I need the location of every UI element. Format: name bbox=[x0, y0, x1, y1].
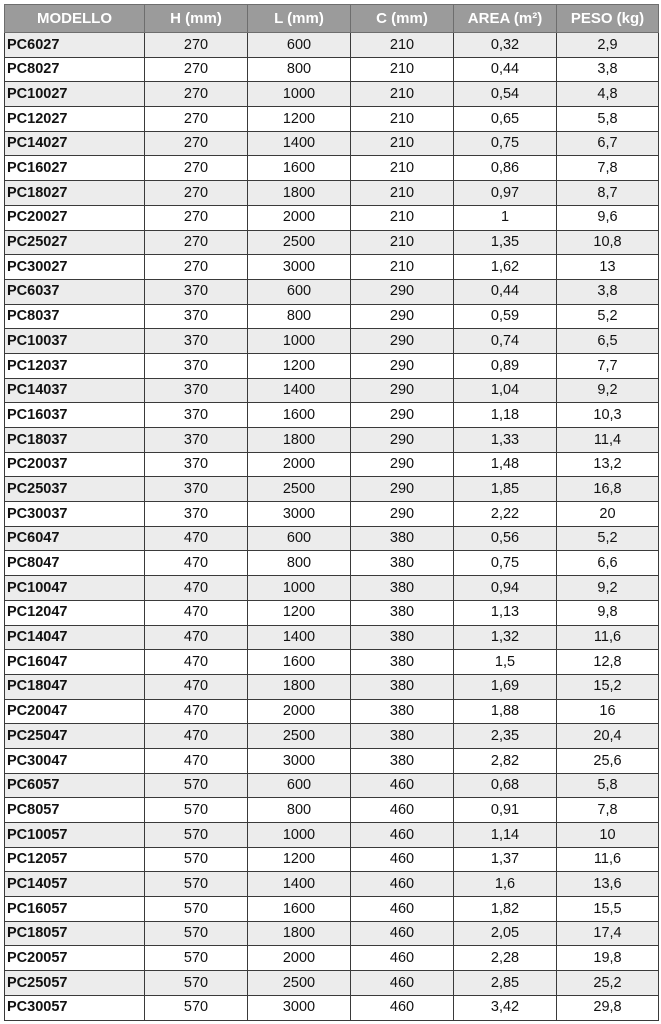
table-header bbox=[5, 5, 659, 33]
cell-length: 2000 bbox=[248, 452, 351, 477]
cell-height: 470 bbox=[145, 748, 248, 773]
cell-height: 370 bbox=[145, 329, 248, 354]
table-row bbox=[5, 576, 659, 601]
cell-weight: 11,4 bbox=[557, 428, 659, 453]
table-row bbox=[5, 452, 659, 477]
cell-model: PC14057 bbox=[5, 872, 145, 897]
table-row bbox=[5, 748, 659, 773]
cell-area: 1,35 bbox=[454, 230, 557, 255]
cell-length: 1200 bbox=[248, 847, 351, 872]
cell-weight: 19,8 bbox=[557, 946, 659, 971]
cell-height: 570 bbox=[145, 921, 248, 946]
cell-model: PC10047 bbox=[5, 576, 145, 601]
cell-area: 1,13 bbox=[454, 600, 557, 625]
cell-depth: 460 bbox=[351, 995, 454, 1020]
cell-depth: 290 bbox=[351, 477, 454, 502]
cell-length: 1600 bbox=[248, 403, 351, 428]
cell-area: 2,35 bbox=[454, 724, 557, 749]
cell-area: 0,68 bbox=[454, 773, 557, 798]
cell-height: 270 bbox=[145, 107, 248, 132]
cell-height: 370 bbox=[145, 353, 248, 378]
table-row bbox=[5, 773, 659, 798]
cell-length: 2500 bbox=[248, 230, 351, 255]
cell-weight: 5,8 bbox=[557, 773, 659, 798]
cell-weight: 25,2 bbox=[557, 971, 659, 996]
cell-length: 800 bbox=[248, 304, 351, 329]
cell-area: 0,86 bbox=[454, 156, 557, 181]
cell-model: PC6037 bbox=[5, 279, 145, 304]
cell-length: 1400 bbox=[248, 625, 351, 650]
cell-model: PC12037 bbox=[5, 353, 145, 378]
cell-height: 570 bbox=[145, 946, 248, 971]
cell-height: 370 bbox=[145, 403, 248, 428]
cell-weight: 11,6 bbox=[557, 847, 659, 872]
specifications-table bbox=[4, 4, 659, 1021]
cell-weight: 2,9 bbox=[557, 33, 659, 58]
cell-area: 1 bbox=[454, 205, 557, 230]
table-row bbox=[5, 230, 659, 255]
cell-depth: 210 bbox=[351, 131, 454, 156]
cell-area: 1,18 bbox=[454, 403, 557, 428]
cell-height: 370 bbox=[145, 279, 248, 304]
cell-length: 2500 bbox=[248, 477, 351, 502]
table-row bbox=[5, 181, 659, 206]
cell-length: 2500 bbox=[248, 724, 351, 749]
cell-height: 270 bbox=[145, 181, 248, 206]
table-row bbox=[5, 674, 659, 699]
cell-depth: 380 bbox=[351, 625, 454, 650]
cell-area: 0,75 bbox=[454, 131, 557, 156]
cell-weight: 15,5 bbox=[557, 897, 659, 922]
column-header-depth: C (mm) bbox=[351, 5, 454, 33]
cell-area: 0,75 bbox=[454, 551, 557, 576]
cell-weight: 20 bbox=[557, 502, 659, 527]
table-row bbox=[5, 625, 659, 650]
cell-length: 1000 bbox=[248, 82, 351, 107]
cell-depth: 290 bbox=[351, 353, 454, 378]
cell-length: 1200 bbox=[248, 600, 351, 625]
cell-height: 270 bbox=[145, 156, 248, 181]
table-row bbox=[5, 428, 659, 453]
table-row bbox=[5, 971, 659, 996]
cell-weight: 16 bbox=[557, 699, 659, 724]
cell-weight: 15,2 bbox=[557, 674, 659, 699]
cell-depth: 380 bbox=[351, 674, 454, 699]
cell-depth: 210 bbox=[351, 156, 454, 181]
cell-depth: 460 bbox=[351, 798, 454, 823]
cell-model: PC18037 bbox=[5, 428, 145, 453]
cell-area: 0,44 bbox=[454, 57, 557, 82]
cell-area: 0,94 bbox=[454, 576, 557, 601]
cell-height: 470 bbox=[145, 650, 248, 675]
cell-height: 470 bbox=[145, 600, 248, 625]
table-row bbox=[5, 33, 659, 58]
cell-model: PC10027 bbox=[5, 82, 145, 107]
cell-length: 1400 bbox=[248, 131, 351, 156]
cell-height: 470 bbox=[145, 625, 248, 650]
cell-length: 2000 bbox=[248, 946, 351, 971]
cell-area: 1,32 bbox=[454, 625, 557, 650]
header-row bbox=[5, 5, 659, 33]
cell-model: PC16057 bbox=[5, 897, 145, 922]
cell-model: PC16047 bbox=[5, 650, 145, 675]
cell-area: 0,97 bbox=[454, 181, 557, 206]
cell-height: 570 bbox=[145, 897, 248, 922]
cell-height: 370 bbox=[145, 477, 248, 502]
cell-weight: 29,8 bbox=[557, 995, 659, 1020]
cell-weight: 16,8 bbox=[557, 477, 659, 502]
cell-model: PC12027 bbox=[5, 107, 145, 132]
cell-depth: 460 bbox=[351, 971, 454, 996]
cell-area: 1,37 bbox=[454, 847, 557, 872]
cell-area: 2,28 bbox=[454, 946, 557, 971]
cell-weight: 8,7 bbox=[557, 181, 659, 206]
cell-model: PC20047 bbox=[5, 699, 145, 724]
cell-length: 1800 bbox=[248, 428, 351, 453]
table-row bbox=[5, 279, 659, 304]
cell-depth: 290 bbox=[351, 329, 454, 354]
cell-weight: 20,4 bbox=[557, 724, 659, 749]
table-row bbox=[5, 823, 659, 848]
cell-weight: 5,2 bbox=[557, 304, 659, 329]
cell-model: PC10057 bbox=[5, 823, 145, 848]
cell-weight: 17,4 bbox=[557, 921, 659, 946]
cell-depth: 210 bbox=[351, 230, 454, 255]
cell-model: PC25037 bbox=[5, 477, 145, 502]
cell-model: PC25047 bbox=[5, 724, 145, 749]
cell-height: 270 bbox=[145, 131, 248, 156]
cell-area: 0,59 bbox=[454, 304, 557, 329]
table-row bbox=[5, 551, 659, 576]
cell-height: 270 bbox=[145, 230, 248, 255]
column-header-height: H (mm) bbox=[145, 5, 248, 33]
cell-weight: 4,8 bbox=[557, 82, 659, 107]
table-row bbox=[5, 526, 659, 551]
table-row bbox=[5, 699, 659, 724]
table-row bbox=[5, 921, 659, 946]
column-header-area: AREA (m²) bbox=[454, 5, 557, 33]
cell-model: PC30057 bbox=[5, 995, 145, 1020]
cell-depth: 290 bbox=[351, 428, 454, 453]
cell-area: 0,44 bbox=[454, 279, 557, 304]
table-row bbox=[5, 304, 659, 329]
cell-depth: 380 bbox=[351, 526, 454, 551]
cell-length: 1600 bbox=[248, 156, 351, 181]
table-row bbox=[5, 353, 659, 378]
cell-weight: 6,5 bbox=[557, 329, 659, 354]
cell-length: 1600 bbox=[248, 650, 351, 675]
cell-area: 1,85 bbox=[454, 477, 557, 502]
cell-depth: 460 bbox=[351, 897, 454, 922]
cell-model: PC18057 bbox=[5, 921, 145, 946]
cell-area: 1,62 bbox=[454, 255, 557, 280]
cell-weight: 3,8 bbox=[557, 279, 659, 304]
cell-area: 1,5 bbox=[454, 650, 557, 675]
column-header-weight: PESO (kg) bbox=[557, 5, 659, 33]
cell-weight: 5,8 bbox=[557, 107, 659, 132]
cell-area: 0,32 bbox=[454, 33, 557, 58]
table-row bbox=[5, 156, 659, 181]
cell-length: 1200 bbox=[248, 107, 351, 132]
table-row bbox=[5, 650, 659, 675]
cell-length: 1200 bbox=[248, 353, 351, 378]
column-header-length: L (mm) bbox=[248, 5, 351, 33]
cell-depth: 290 bbox=[351, 502, 454, 527]
cell-model: PC6027 bbox=[5, 33, 145, 58]
cell-area: 0,89 bbox=[454, 353, 557, 378]
table-row bbox=[5, 502, 659, 527]
cell-length: 600 bbox=[248, 526, 351, 551]
cell-length: 600 bbox=[248, 773, 351, 798]
table-row bbox=[5, 57, 659, 82]
table-row bbox=[5, 946, 659, 971]
cell-height: 370 bbox=[145, 452, 248, 477]
cell-height: 470 bbox=[145, 576, 248, 601]
cell-length: 3000 bbox=[248, 748, 351, 773]
cell-length: 800 bbox=[248, 798, 351, 823]
cell-length: 1600 bbox=[248, 897, 351, 922]
cell-depth: 460 bbox=[351, 773, 454, 798]
cell-depth: 460 bbox=[351, 946, 454, 971]
table-row bbox=[5, 403, 659, 428]
cell-model: PC20037 bbox=[5, 452, 145, 477]
cell-weight: 10,3 bbox=[557, 403, 659, 428]
cell-area: 0,56 bbox=[454, 526, 557, 551]
cell-depth: 210 bbox=[351, 107, 454, 132]
cell-height: 270 bbox=[145, 205, 248, 230]
table-row bbox=[5, 798, 659, 823]
cell-area: 1,33 bbox=[454, 428, 557, 453]
cell-height: 570 bbox=[145, 971, 248, 996]
cell-depth: 380 bbox=[351, 600, 454, 625]
cell-height: 370 bbox=[145, 378, 248, 403]
cell-depth: 380 bbox=[351, 576, 454, 601]
cell-weight: 11,6 bbox=[557, 625, 659, 650]
cell-depth: 380 bbox=[351, 724, 454, 749]
table-row bbox=[5, 897, 659, 922]
cell-height: 470 bbox=[145, 724, 248, 749]
cell-depth: 290 bbox=[351, 403, 454, 428]
cell-model: PC30027 bbox=[5, 255, 145, 280]
cell-model: PC20057 bbox=[5, 946, 145, 971]
cell-height: 270 bbox=[145, 82, 248, 107]
cell-length: 1800 bbox=[248, 181, 351, 206]
table-body bbox=[5, 33, 659, 1021]
cell-area: 0,54 bbox=[454, 82, 557, 107]
cell-weight: 9,2 bbox=[557, 576, 659, 601]
cell-depth: 380 bbox=[351, 748, 454, 773]
cell-area: 2,85 bbox=[454, 971, 557, 996]
cell-height: 570 bbox=[145, 847, 248, 872]
cell-model: PC20027 bbox=[5, 205, 145, 230]
cell-weight: 25,6 bbox=[557, 748, 659, 773]
cell-area: 1,88 bbox=[454, 699, 557, 724]
cell-weight: 9,6 bbox=[557, 205, 659, 230]
cell-model: PC16037 bbox=[5, 403, 145, 428]
cell-depth: 210 bbox=[351, 33, 454, 58]
cell-area: 1,82 bbox=[454, 897, 557, 922]
cell-weight: 6,6 bbox=[557, 551, 659, 576]
table-row bbox=[5, 82, 659, 107]
cell-length: 600 bbox=[248, 33, 351, 58]
table-row bbox=[5, 107, 659, 132]
table-row bbox=[5, 477, 659, 502]
cell-area: 1,69 bbox=[454, 674, 557, 699]
cell-length: 800 bbox=[248, 57, 351, 82]
cell-model: PC18027 bbox=[5, 181, 145, 206]
cell-area: 1,48 bbox=[454, 452, 557, 477]
cell-model: PC10037 bbox=[5, 329, 145, 354]
cell-height: 370 bbox=[145, 304, 248, 329]
cell-depth: 380 bbox=[351, 699, 454, 724]
table-row bbox=[5, 205, 659, 230]
cell-area: 0,74 bbox=[454, 329, 557, 354]
cell-model: PC14027 bbox=[5, 131, 145, 156]
cell-height: 570 bbox=[145, 995, 248, 1020]
cell-height: 370 bbox=[145, 502, 248, 527]
cell-height: 570 bbox=[145, 798, 248, 823]
cell-weight: 6,7 bbox=[557, 131, 659, 156]
table-row bbox=[5, 724, 659, 749]
table-row bbox=[5, 600, 659, 625]
cell-weight: 9,8 bbox=[557, 600, 659, 625]
cell-height: 270 bbox=[145, 255, 248, 280]
table-row bbox=[5, 131, 659, 156]
table-row bbox=[5, 847, 659, 872]
cell-height: 570 bbox=[145, 773, 248, 798]
cell-depth: 460 bbox=[351, 823, 454, 848]
cell-model: PC8047 bbox=[5, 551, 145, 576]
cell-length: 1000 bbox=[248, 329, 351, 354]
cell-model: PC12047 bbox=[5, 600, 145, 625]
cell-length: 1800 bbox=[248, 921, 351, 946]
cell-area: 1,14 bbox=[454, 823, 557, 848]
cell-depth: 290 bbox=[351, 452, 454, 477]
cell-length: 800 bbox=[248, 551, 351, 576]
cell-height: 470 bbox=[145, 674, 248, 699]
cell-model: PC8037 bbox=[5, 304, 145, 329]
cell-depth: 210 bbox=[351, 205, 454, 230]
cell-weight: 5,2 bbox=[557, 526, 659, 551]
cell-length: 3000 bbox=[248, 995, 351, 1020]
cell-model: PC14047 bbox=[5, 625, 145, 650]
table-row bbox=[5, 872, 659, 897]
cell-height: 570 bbox=[145, 823, 248, 848]
cell-weight: 7,8 bbox=[557, 156, 659, 181]
cell-model: PC30047 bbox=[5, 748, 145, 773]
table-row bbox=[5, 255, 659, 280]
cell-model: PC6047 bbox=[5, 526, 145, 551]
cell-length: 2000 bbox=[248, 699, 351, 724]
cell-weight: 9,2 bbox=[557, 378, 659, 403]
cell-area: 3,42 bbox=[454, 995, 557, 1020]
cell-height: 570 bbox=[145, 872, 248, 897]
table-row bbox=[5, 329, 659, 354]
cell-depth: 290 bbox=[351, 304, 454, 329]
cell-depth: 290 bbox=[351, 378, 454, 403]
cell-depth: 460 bbox=[351, 847, 454, 872]
cell-height: 470 bbox=[145, 551, 248, 576]
cell-depth: 380 bbox=[351, 650, 454, 675]
cell-weight: 10 bbox=[557, 823, 659, 848]
cell-depth: 290 bbox=[351, 279, 454, 304]
cell-weight: 12,8 bbox=[557, 650, 659, 675]
cell-model: PC12057 bbox=[5, 847, 145, 872]
cell-area: 1,6 bbox=[454, 872, 557, 897]
cell-area: 2,82 bbox=[454, 748, 557, 773]
cell-length: 600 bbox=[248, 279, 351, 304]
cell-height: 270 bbox=[145, 33, 248, 58]
cell-length: 1400 bbox=[248, 872, 351, 897]
cell-area: 1,04 bbox=[454, 378, 557, 403]
cell-depth: 210 bbox=[351, 181, 454, 206]
cell-height: 270 bbox=[145, 57, 248, 82]
cell-depth: 460 bbox=[351, 921, 454, 946]
cell-height: 470 bbox=[145, 699, 248, 724]
cell-depth: 210 bbox=[351, 57, 454, 82]
cell-height: 370 bbox=[145, 428, 248, 453]
cell-length: 1000 bbox=[248, 576, 351, 601]
cell-model: PC8027 bbox=[5, 57, 145, 82]
cell-model: PC25027 bbox=[5, 230, 145, 255]
cell-model: PC18047 bbox=[5, 674, 145, 699]
cell-length: 1000 bbox=[248, 823, 351, 848]
cell-model: PC8057 bbox=[5, 798, 145, 823]
cell-weight: 7,7 bbox=[557, 353, 659, 378]
cell-model: PC16027 bbox=[5, 156, 145, 181]
cell-weight: 10,8 bbox=[557, 230, 659, 255]
cell-length: 3000 bbox=[248, 255, 351, 280]
cell-model: PC14037 bbox=[5, 378, 145, 403]
cell-weight: 7,8 bbox=[557, 798, 659, 823]
cell-depth: 380 bbox=[351, 551, 454, 576]
cell-length: 1800 bbox=[248, 674, 351, 699]
cell-weight: 3,8 bbox=[557, 57, 659, 82]
cell-model: PC6057 bbox=[5, 773, 145, 798]
cell-height: 470 bbox=[145, 526, 248, 551]
cell-area: 0,65 bbox=[454, 107, 557, 132]
cell-weight: 13,6 bbox=[557, 872, 659, 897]
cell-length: 1400 bbox=[248, 378, 351, 403]
cell-area: 2,22 bbox=[454, 502, 557, 527]
table-row bbox=[5, 995, 659, 1020]
cell-depth: 210 bbox=[351, 255, 454, 280]
table-row bbox=[5, 378, 659, 403]
cell-weight: 13 bbox=[557, 255, 659, 280]
cell-length: 2000 bbox=[248, 205, 351, 230]
column-header-modello: MODELLO bbox=[5, 5, 145, 33]
cell-area: 2,05 bbox=[454, 921, 557, 946]
cell-model: PC30037 bbox=[5, 502, 145, 527]
cell-depth: 210 bbox=[351, 82, 454, 107]
cell-length: 2500 bbox=[248, 971, 351, 996]
cell-area: 0,91 bbox=[454, 798, 557, 823]
cell-depth: 460 bbox=[351, 872, 454, 897]
cell-weight: 13,2 bbox=[557, 452, 659, 477]
cell-model: PC25057 bbox=[5, 971, 145, 996]
cell-length: 3000 bbox=[248, 502, 351, 527]
